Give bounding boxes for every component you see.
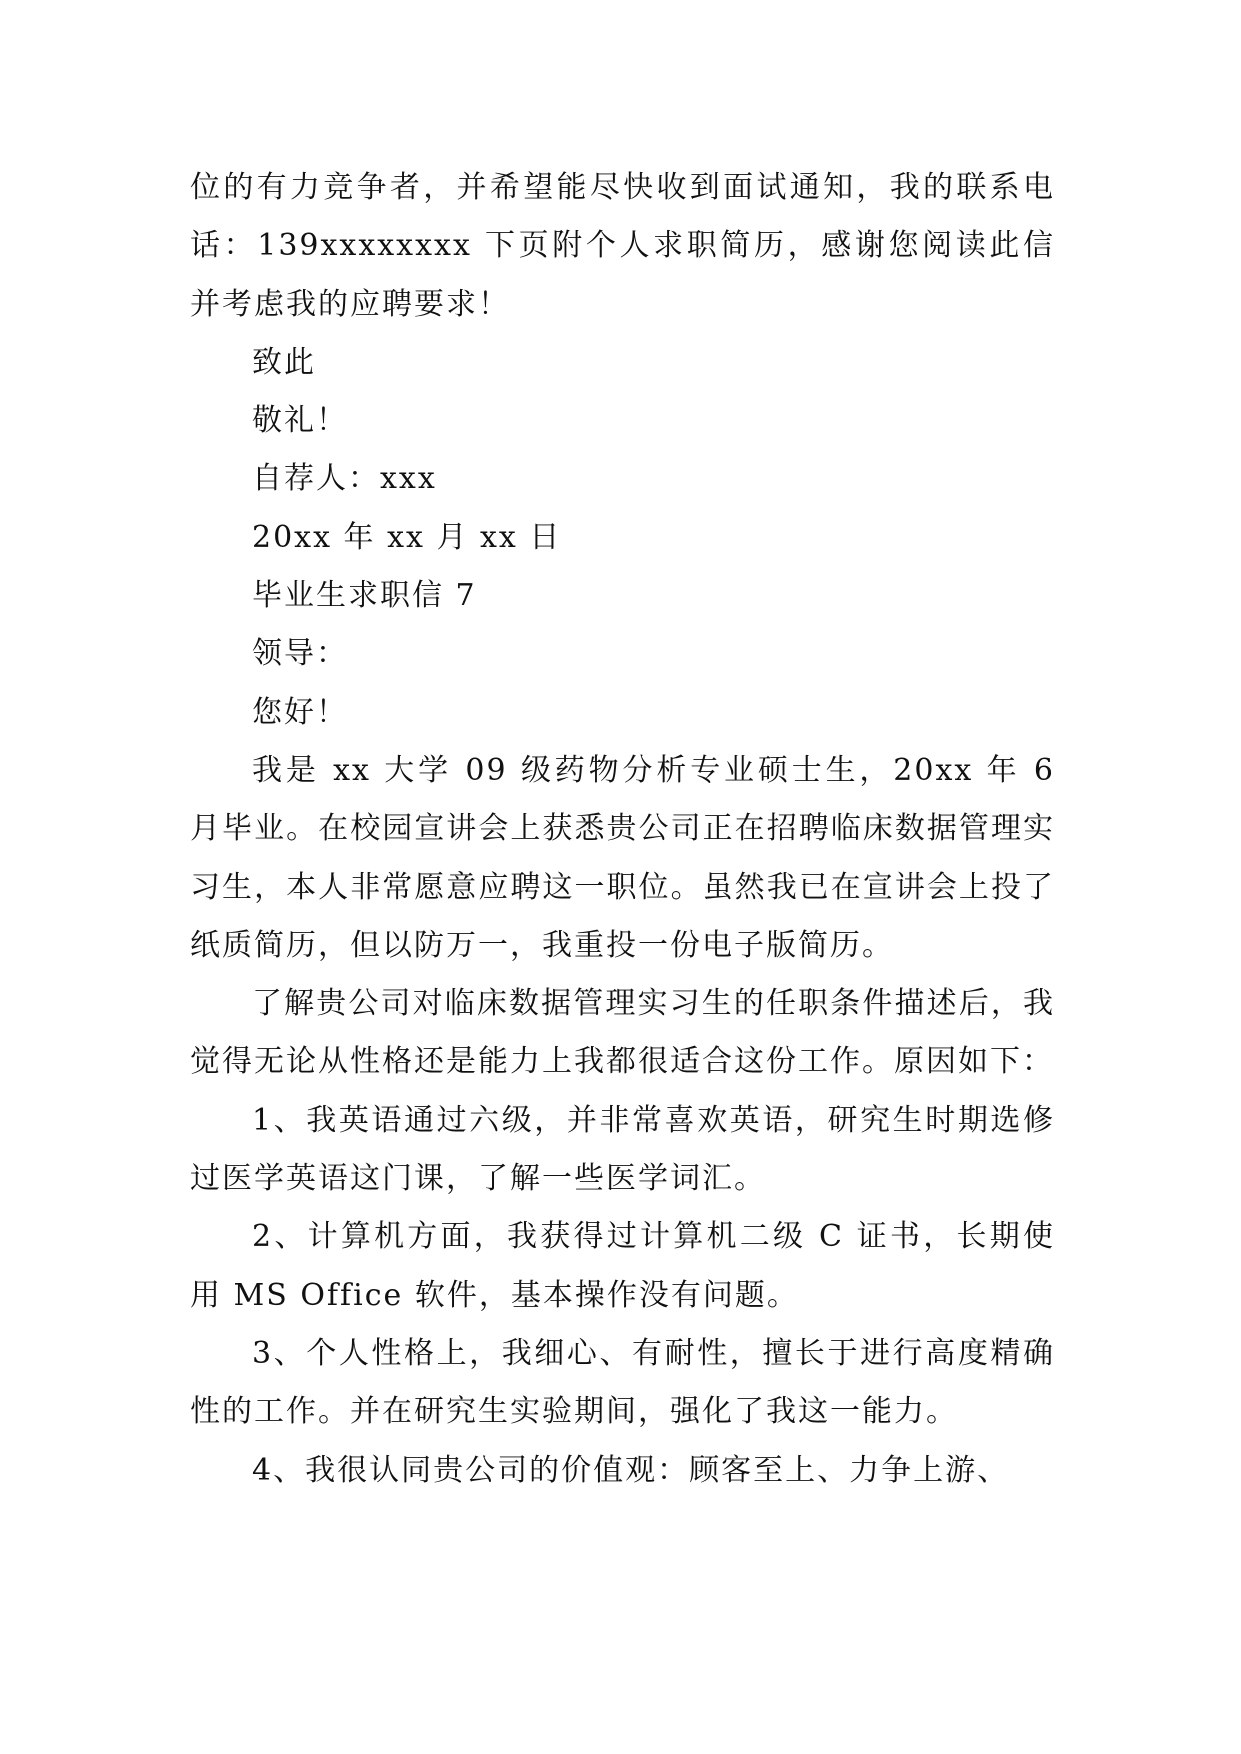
paragraph-qualification-intro: 了解贵公司对临床数据管理实习生的任职条件描述后，我觉得无论从性格还是能力上我都很适合这份工作。原因如下： bbox=[190, 986, 1055, 1080]
paragraph-date: 20xx 年 xx 月 xx 日 bbox=[252, 519, 562, 555]
paragraph-regards: 敬礼！ bbox=[252, 403, 348, 439]
paragraph-greeting: 您好！ bbox=[252, 694, 348, 730]
list-item-english: 1、我英语通过六级，并非常喜欢英语，研究生时期选修过医学英语这门课，了解一些医学词汇。 bbox=[190, 1102, 1055, 1197]
letter-body bbox=[190, 159, 1055, 1500]
paragraph-signature: 自荐人：xxx bbox=[252, 461, 437, 497]
paragraph-contact-closing: 位的有力竞争者，并希望能尽快收到面试通知，我的联系电话：139xxxxxxxx 下页附个人求职简历，感谢您阅读此信并考虑我的应聘要求！ bbox=[190, 170, 1055, 322]
section-heading: 毕业生求职信 7 bbox=[252, 578, 477, 614]
list-item-computer: 2、计算机方面，我获得过计算机二级 C 证书，长期使用 MS Office 软件，基本操作没有问题。 bbox=[190, 1219, 1055, 1313]
paragraph-introduction: 我是 xx 大学 09 级药物分析专业硕士生，20xx 年 6 月毕业。在校园宣讲会上获悉贵公司正在招聘临床数据管理实习生，本人非常愿意应聘这一职位。虽然我已在宣讲会上投了纸质简历，但以防万一，我重投一份电子版简历。 bbox=[190, 752, 1055, 963]
list-item-personality: 3、个人性格上，我细心、有耐性，擅长于进行高度精确性的工作。并在研究生实验期间，强化了我这一能力。 bbox=[190, 1335, 1055, 1430]
paragraph-salutation-close: 致此 bbox=[252, 344, 316, 380]
list-item-values: 4、我很认同贵公司的价值观：顾客至上、力争上游、 bbox=[252, 1452, 1010, 1488]
paragraph-greeting-recipient: 领导： bbox=[252, 636, 348, 672]
